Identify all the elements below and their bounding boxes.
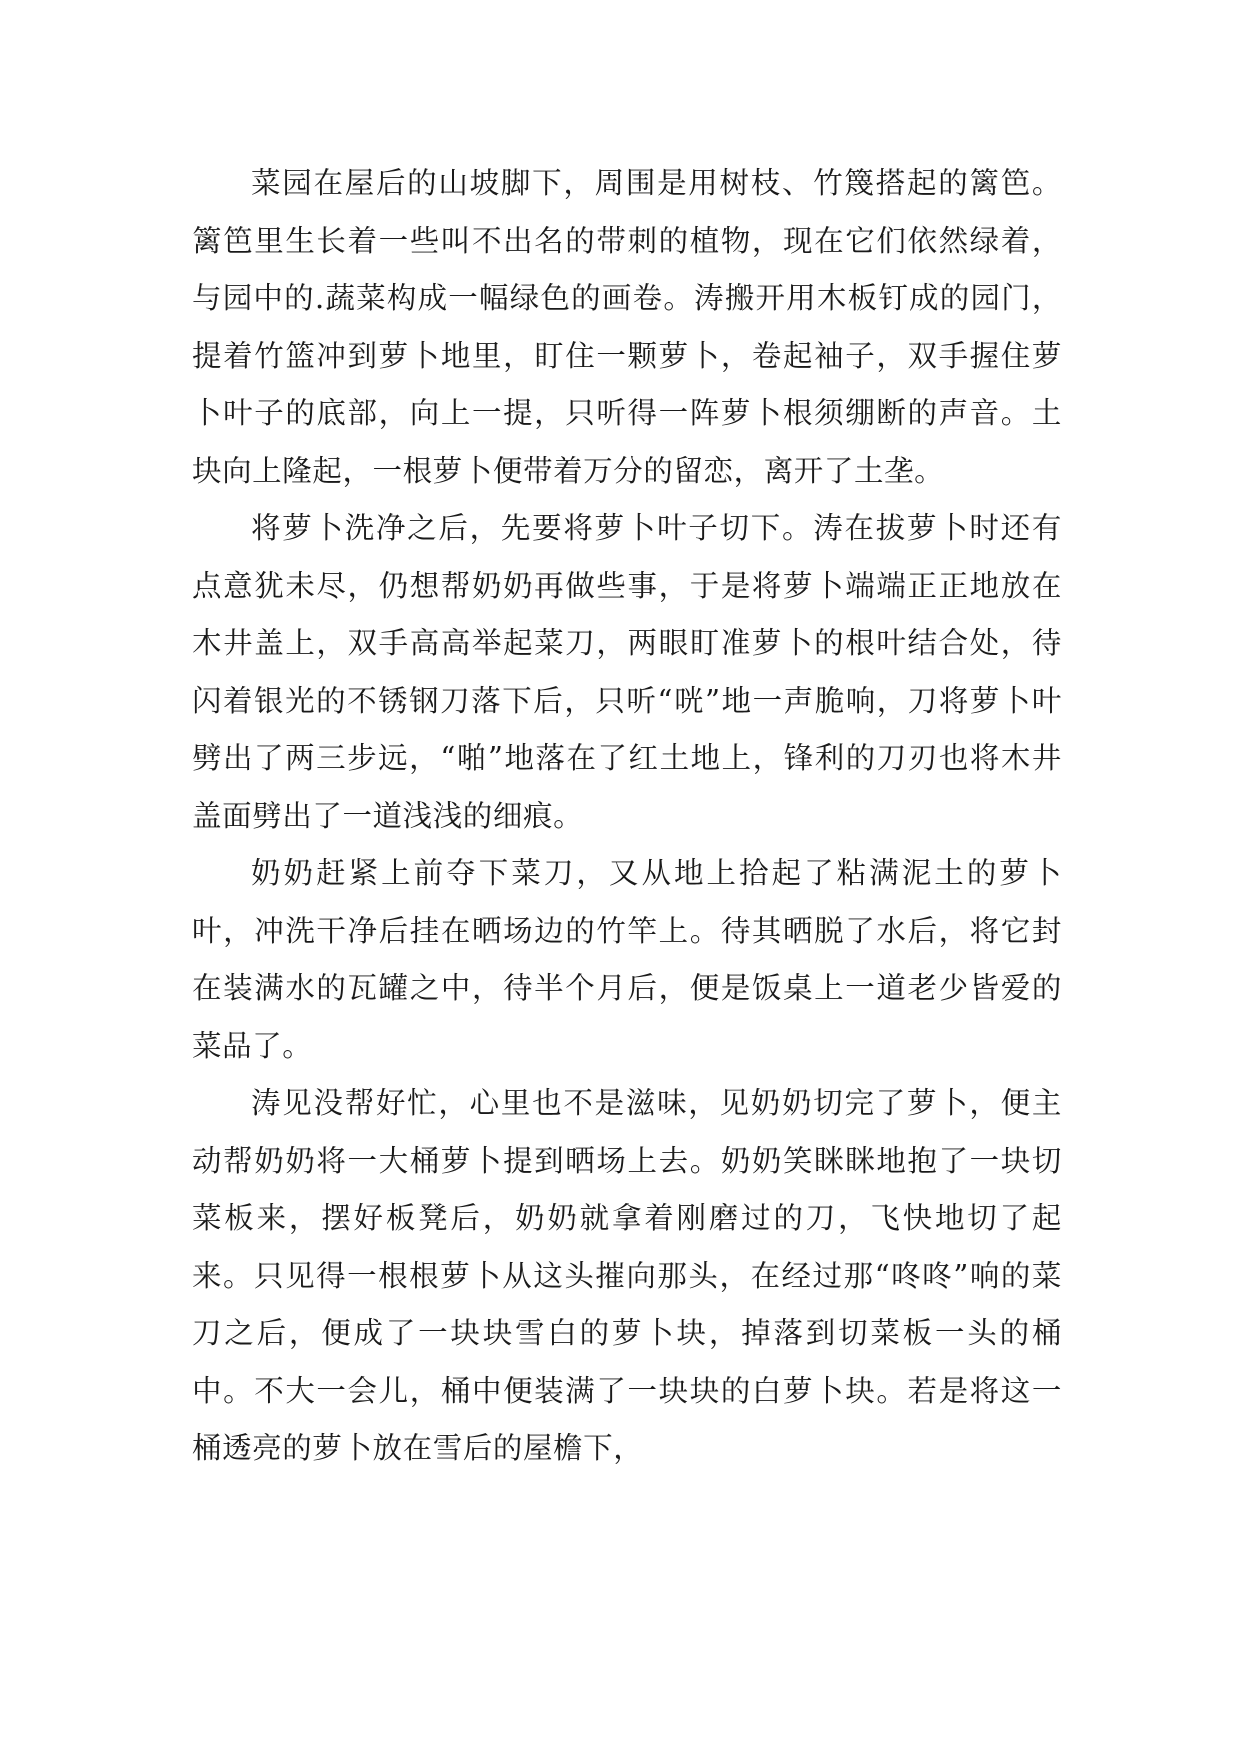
paragraph-3: 奶奶赶紧上前夺下菜刀，又从地上拾起了粘满泥土的萝卜叶，冲洗干净后挂在晒场边的竹竿上。待其晒脱了水后，将它封在装满水的瓦罐之中，待半个月后，便是饭桌上一道老少皆爱的菜品了。 xyxy=(192,856,1062,1063)
paragraph-2: 将萝卜洗净之后，先要将萝卜叶子切下。涛在拔萝卜时还有点意犹未尽，仍想帮奶奶再做些事，于是将萝卜端端正正地放在木井盖上，双手高高举起菜刀，两眼盯准萝卜的根叶结合处，待闪着银光的不锈钢刀落下后，只听“咣”地一声脆响，刀将萝卜叶劈出了两三步远，“啪”地落在了红土地上，锋利的刀刃也将木井盖面劈出了一道浅浅的细痕。 xyxy=(192,511,1062,833)
paragraph-4: 涛见没帮好忙，心里也不是滋味，见奶奶切完了萝卜，便主动帮奶奶将一大桶萝卜提到晒场上去。奶奶笑眯眯地抱了一块切菜板来，摆好板凳后，奶奶就拿着刚磨过的刀，飞快地切了起来。只见得一根根萝卜从这头摧向那头，在经过那“咚咚”响的菜刀之后，便成了一块块雪白的萝卜块，掉落到切菜板一头的桶中。不大一会儿，桶中便装满了一块块的白萝卜块。若是将这一桶透亮的萝卜放在雪后的屋檐下， xyxy=(192,1086,1062,1465)
paragraph-1: 菜园在屋后的山坡脚下，周围是用树枝、竹篾搭起的篱笆。篱笆里生长着一些叫不出名的带刺的植物，现在它们依然绿着，与园中的.蔬菜构成一幅绿色的画卷。涛搬开用木板钉成的园门，提着竹篮冲到萝卜地里，盯住一颗萝卜，卷起袖子，双手握住萝卜叶子的底部，向上一提，只听得一阵萝卜根须绷断的声音。土块向上隆起，一根萝卜便带着万分的留恋，离开了土垄。 xyxy=(192,166,1062,488)
body-text xyxy=(192,155,1062,1478)
